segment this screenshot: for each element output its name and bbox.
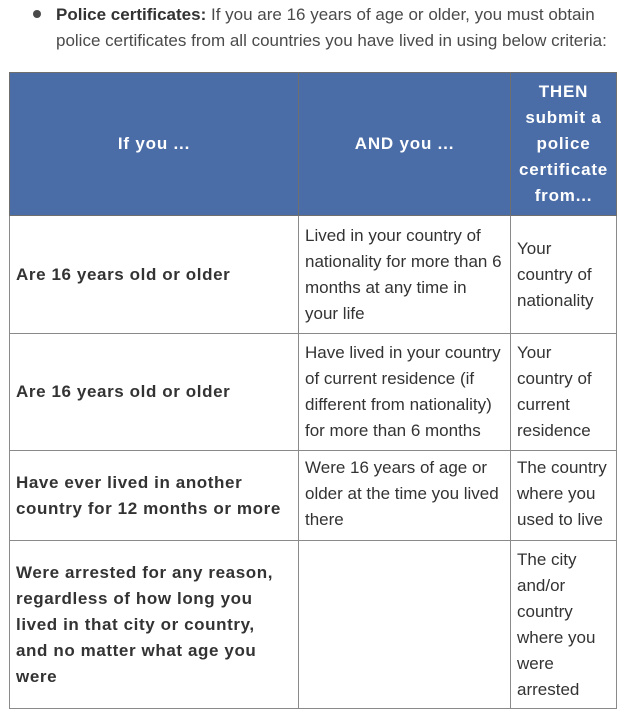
header-and-you: AND you ... (299, 73, 511, 216)
cell-and (299, 541, 511, 709)
cell-if: Were arrested for any reason, regardless of how long you lived in that city or country, and no matter what age you were (10, 541, 299, 709)
table-row (10, 451, 617, 541)
header-then-submit: THEN submit a police certificate from... (511, 73, 617, 216)
cell-then: Your country of nationality (511, 216, 617, 334)
bullet-icon (33, 10, 41, 18)
police-certificate-criteria-table (9, 72, 617, 709)
table-row (10, 334, 617, 451)
cell-and: Lived in your country of nationality for more than 6 months at any time in your life (299, 216, 511, 334)
cell-and: Have lived in your country of current residence (if different from nationality) for more than 6 months (299, 334, 511, 451)
police-certificates-intro (0, 0, 640, 64)
intro-text: If you are 16 years of age or older, you must obtain police certificates from all countries you have lived in using below criteria: (56, 5, 607, 50)
cell-then: Your country of current residence (511, 334, 617, 451)
cell-then: The country where you used to live (511, 451, 617, 541)
cell-if: Are 16 years old or older (10, 334, 299, 451)
table-row (10, 216, 617, 334)
header-if-you: If you ... (10, 73, 299, 216)
intro-label: Police certificates: (56, 5, 207, 24)
table-row (10, 541, 617, 709)
cell-if: Are 16 years old or older (10, 216, 299, 334)
cell-if: Have ever lived in another country for 12 months or more (10, 451, 299, 541)
cell-then: The city and/or country where you were arrested (511, 541, 617, 709)
cell-and: Were 16 years of age or older at the time you lived there (299, 451, 511, 541)
table-header-row (10, 73, 617, 216)
